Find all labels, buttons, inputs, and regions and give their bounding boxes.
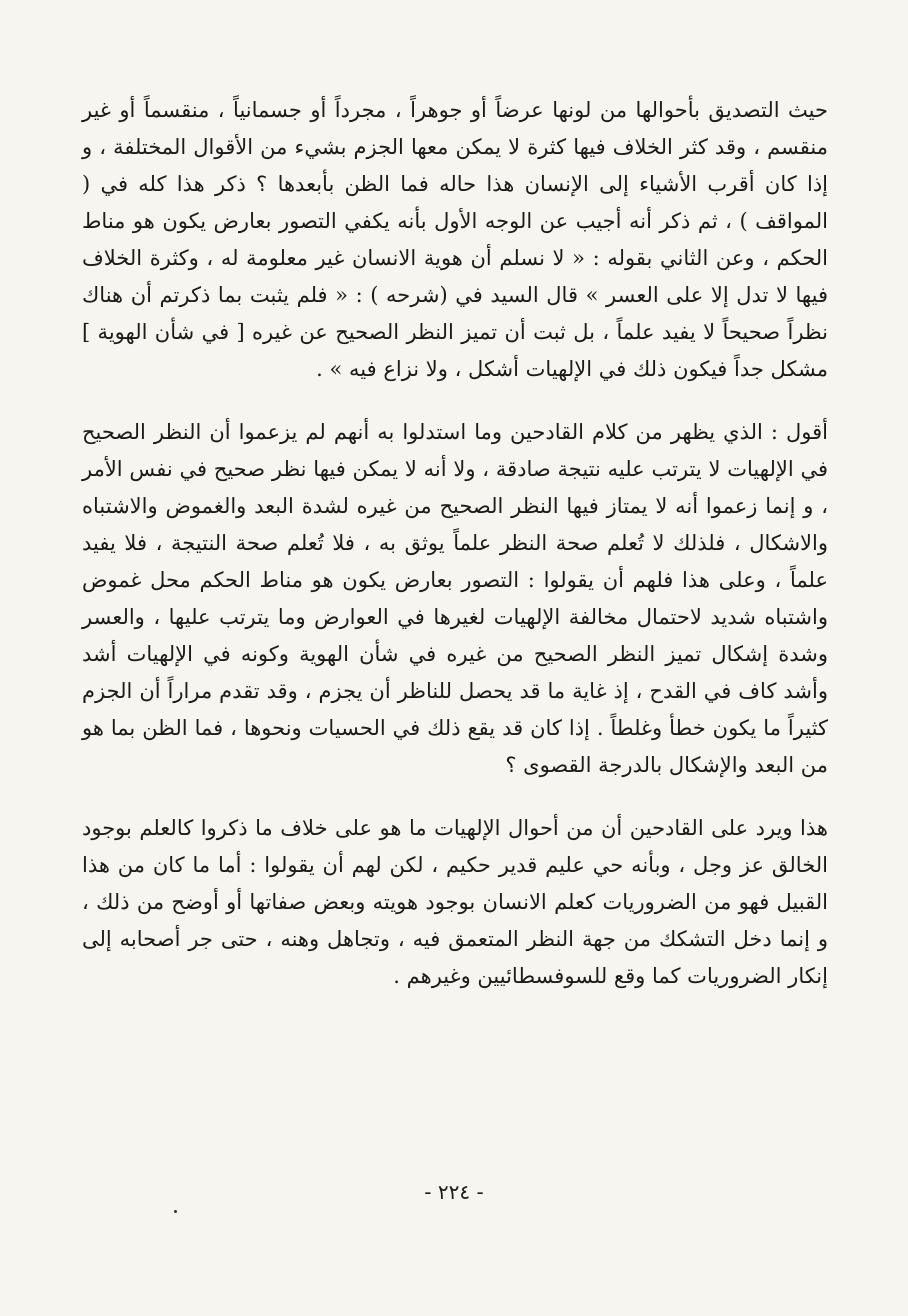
page-number: - ٢٢٤ - xyxy=(424,1180,484,1204)
paragraph-text: حيث التصديق بأحوالها من لونها عرضاً أو جوهراً ، مجرداً أو جسمانياً ، منقسماً أو غير منقسم ، وقد كثر الخلاف فيها كثرة لا يمكن معها الجزم بشيء من الأقوال المختلفة ، و إذا كان أقرب الأشياء إلى الإنسان هذا حاله فما الظن بأبعدها ؟ ذكر هذا كله في ( المواقف ) ، ثم ذكر أنه أجيب عن الوجه الأول بأنه يكفي التصور بعارض يكون هو مناط الحكم ، وعن الثاني بقوله : « لا نسلم أن هوية الانسان غير معلومة له ، وكثرة الخلاف فيها لا تدل إلا على العسر » قال السيد في (شرحه ) : « فلم يثبت بما ذكرتم أن هناك نظراً صحيحاً لا يفيد علماً ، بل ثبت أن تميز النظر الصحيح عن غيره [ في شأن الهوية ] مشكل جداً فيكون ذلك في الإلهيات أشكل ، ولا نزاع فيه » . xyxy=(82,98,828,381)
paragraph-text: هذا ويرد على القادحين أن من أحوال الإلهيات ما هو على خلاف ما ذكروا كالعلم بوجود الخالق عز وجل ، وبأنه حي عليم قدير حكيم ، لكن لهم أن يقولوا : أما ما كان من هذا القبيل فهو من الضروريات كعلم الانسان بوجود هويته وبعض صفاتها أو أوضح من ذلك ، و إنما دخل التشكك من جهة النظر المتعمق فيه ، وتجاهل وهنه ، حتى جر أصحابه إلى إنكار الضروريات كما وقع للسوفسطائيين وغيرهم . xyxy=(82,816,828,988)
paragraph-1 xyxy=(82,92,828,388)
paragraph-text: أقول : الذي يظهر من كلام القادحين وما استدلوا به أنهم لم يزعموا أن النظر الصحيح في الإلهيات لا يترتب عليه نتيجة صادقة ، ولا أنه لا يمكن فيها نظر صحيح في نفس الأمر ، و إنما زعموا أنه لا يمتاز فيها النظر الصحيح من غيره لشدة البعد والغموض والاشتباه والاشكال ، فلذلك لا تُعلم صحة النظر علماً يوثق به ، فلا تُعلم صحة النتيجة ، فلا يفيد علماً ، وعلى هذا فلهم أن يقولوا : التصور بعارض يكون هو مناط الحكم محل غموض واشتباه شديد لاحتمال مخالفة الإلهيات لغيرها في العوارض وما يترتب عليها ، والعسر وشدة إشكال تميز النظر الصحيح من غيره في شأن الهوية وكونه في الإلهيات أشد وأشد كاف في القدح ، إذ غاية ما قد يحصل للناظر أن يجزم ، وقد تقدم مراراً أن الجزم كثيراً ما يكون خطأ وغلطاً . إذا كان قد يقع ذلك في الحسيات ونحوها ، فما الظن بما هو من البعد والإشكال بالدرجة القصوى ؟ xyxy=(82,420,828,777)
paragraph-2 xyxy=(82,414,828,784)
paragraph-3 xyxy=(82,810,828,995)
ink-speck xyxy=(174,1210,177,1213)
